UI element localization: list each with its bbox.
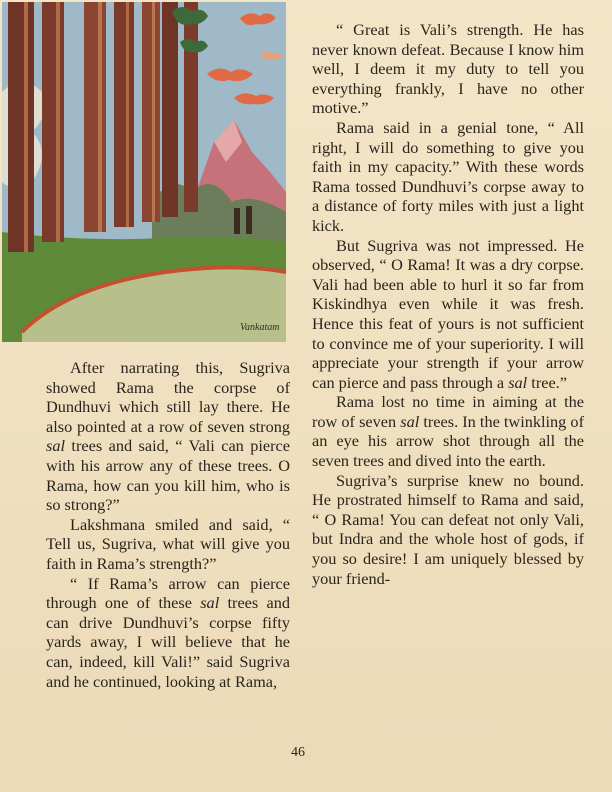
paragraph xyxy=(312,236,584,393)
paragraph: “ Great is Vali’s strength. He has never known defeat. Because I know him well, I deem it my duty to tell you everything frankly, I have no other motive.” xyxy=(312,20,584,118)
tree-trunk xyxy=(142,2,160,222)
page-number: 46 xyxy=(291,745,305,760)
paragraph: Lakshmana smiled and said, “ Tell us, Sugriva, what will give you faith in Rama’s strength?” xyxy=(46,514,290,573)
figure xyxy=(246,206,252,234)
paragraph: Rama said in a genial tone, “ All right, I will do something to give you faith in my capacity.” With these words Rama tossed Dundhuvi’s corpse away to a distance of forty miles with just a light kick. xyxy=(312,117,584,235)
italic-term: sal xyxy=(508,372,528,392)
tree-trunk xyxy=(42,2,64,242)
forest-illustration xyxy=(2,2,286,342)
left-text-column xyxy=(46,358,290,691)
forest-illustration-art xyxy=(2,2,286,342)
trunk-highlight xyxy=(152,2,155,222)
paragraph xyxy=(46,574,290,692)
tree-trunk xyxy=(184,2,198,212)
figure xyxy=(234,208,240,234)
tree-trunk xyxy=(162,2,178,217)
text-run: trees and said, “ Vali can pierce with his arrow any of these trees. O Rama, how can you kill him, who is so strong?” xyxy=(46,436,290,515)
trunk-highlight xyxy=(126,2,129,227)
trunk-highlight xyxy=(24,2,28,252)
trunk-highlight xyxy=(98,2,102,232)
italic-term: sal xyxy=(200,593,220,613)
paragraph xyxy=(46,358,290,515)
trunk-highlight xyxy=(56,2,60,242)
text-run: trees and can drive Dundhuvi’s corpse fifty yards away, I will believe that he can, indeed, kill Vali!” said Sugriva and he continued, looking at Rama, xyxy=(46,593,290,691)
italic-term: sal xyxy=(400,411,420,431)
italic-term: sal xyxy=(46,436,66,456)
right-text-column xyxy=(312,20,584,588)
tree-trunk xyxy=(84,2,106,232)
text-run: tree.” xyxy=(527,372,567,392)
text-run: But Sugriva was not impressed. He observed, “ O Rama! It was a dry corpse. Vali had been able to hurl it so far from Kiskindhya even while it was fresh. Hence this feat of yours is not sufficient to convince me of your superiority. I will appreciate your strength if your arrow can pierce and pass through a xyxy=(312,235,584,392)
tree-trunk xyxy=(8,2,34,252)
artist-signature: Vankatam xyxy=(240,322,280,333)
paragraph: Sugriva’s surprise knew no bound. He prostrated himself to Rama and said, “ O Rama! You can defeat not only Vali, but Indra and the whole host of gods, if you so desire! I am uniquely blessed by your friend- xyxy=(312,470,584,588)
paragraph xyxy=(312,392,584,470)
text-run: “ If Rama’s arrow can pierce through one of these xyxy=(46,573,290,613)
text-run: Rama lost no time in aiming at the row of seven xyxy=(312,392,584,431)
text-run: After narrating this, Sugriva showed Rama the corpse of Dundhuvi which still lay there. He also pointed at a row of seven strong xyxy=(46,358,290,436)
tree-trunk xyxy=(114,2,134,227)
text-run: trees. In the twinkling of an eye his arrow shot through all the seven trees and dived into the earth. xyxy=(312,411,584,471)
